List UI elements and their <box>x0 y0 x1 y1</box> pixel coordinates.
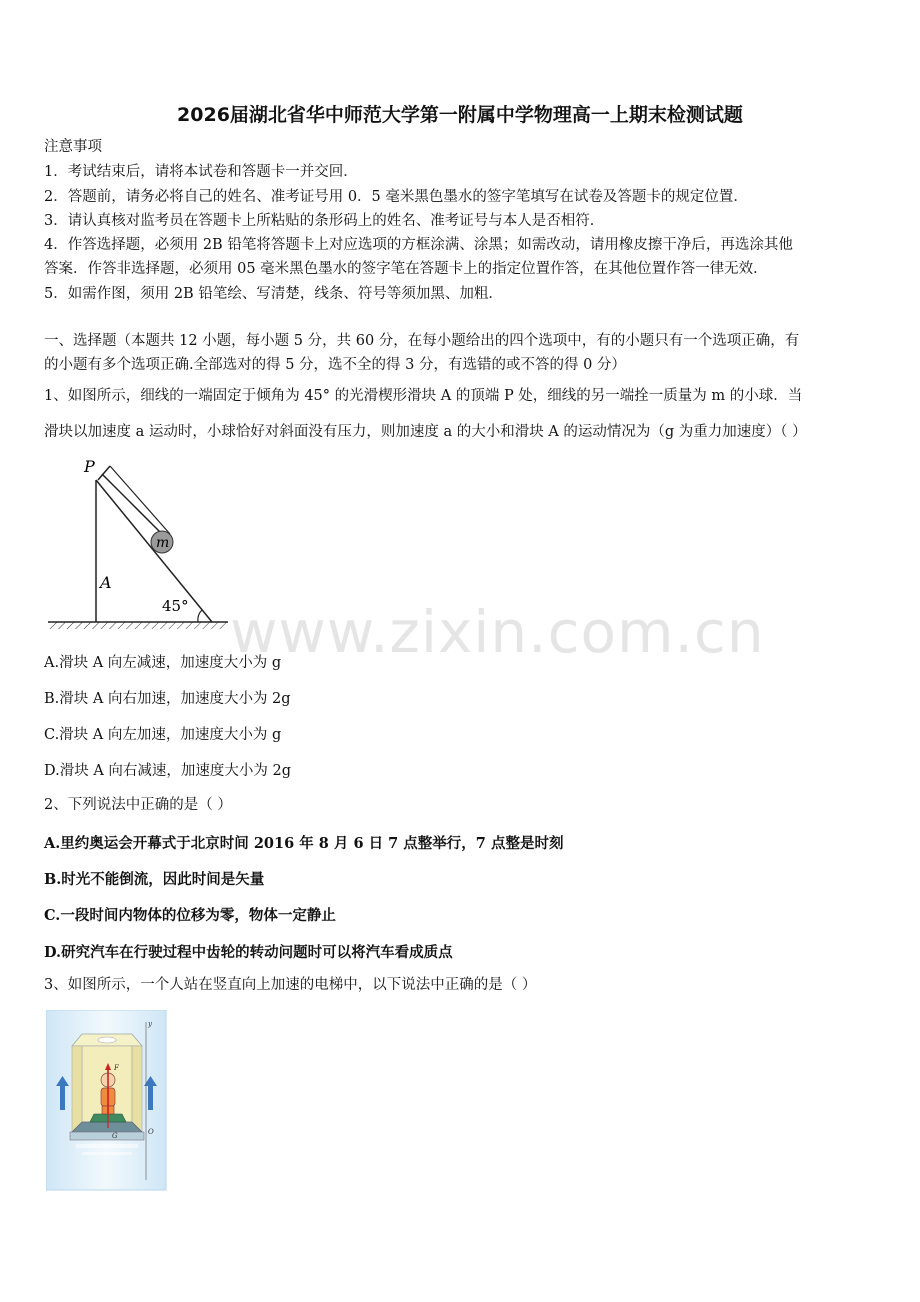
notice-item: 4．作答选择题，必须用 2B 铅笔将答题卡上对应选项的方框涂满、涂黑；如需改动，请用橡皮擦干净后，再选涂其他 <box>44 237 793 253</box>
page-title: 2026届湖北省华中师范大学第一附属中学物理高一上期末检测试题 <box>177 104 743 126</box>
question-2-stem: 2、下列说法中正确的是（ ） <box>44 797 232 813</box>
notice-item: 1．考试结束后，请将本试卷和答题卡一并交回． <box>44 164 358 180</box>
pivot-mark <box>98 466 110 480</box>
q2-option-b: B.时光不能倒流，因此时间是矢量 <box>44 871 265 888</box>
notice-item: 3．请认真核对监考员在答题卡上所粘贴的条形码上的姓名、准考证号与本人是否相符． <box>44 213 605 229</box>
up-arrow-left <box>60 1084 65 1110</box>
point-p-label: P <box>84 457 95 476</box>
up-arrow-right <box>148 1084 153 1110</box>
q2-option-a: A.里约奥运会开幕式于北京时间 2016 年 8 月 6 日 7 点整举行，7 点整是时刻 <box>44 835 564 852</box>
section-instruction: 一、选择题（本题共 12 小题，每小题 5 分，共 60 分，在每小题给出的四个选项中，有的小题只有一个选项正确，有 <box>44 333 800 349</box>
angle-arc <box>198 610 202 622</box>
notice-item: 5．如需作图，须用 2B 铅笔绘、写清楚，线条、符号等须加黑、加粗． <box>44 286 503 302</box>
notice-item: 答案．作答非选择题，必须用 05 毫米黑色墨水的签字笔在答题卡上的指定位置作答，在其他位置作答一律无效． <box>44 261 768 277</box>
wedge-slope <box>96 480 212 622</box>
elevator-figure <box>46 1010 168 1192</box>
question-1-stem: 1、如图所示，细线的一端固定于倾角为 45° 的光滑楔形滑块 A 的顶端 P 处，细线的另一端拴一质量为 m 的小球．当 <box>44 388 803 404</box>
notice-heading: 注意事项 <box>44 139 102 155</box>
q1-option-a: A.滑块 A 向左减速，加速度大小为 g <box>44 655 282 671</box>
ground-hatch <box>48 622 228 629</box>
q2-option-d: D.研究汽车在行驶过程中齿轮的转动问题时可以将汽车看成质点 <box>44 944 453 961</box>
string-line <box>110 466 170 534</box>
ball-label: m <box>156 535 170 551</box>
origin-label: O <box>148 1128 154 1136</box>
y-axis-label: y <box>148 1020 152 1028</box>
cabin-right-wall <box>132 1046 142 1132</box>
wedge-a-label: A <box>100 573 112 592</box>
notice-item: 2．答题前，请务必将自己的姓名、准考证号用 0．5 毫米黑色墨水的签字笔填写在试卷及答题卡的规定位置． <box>44 189 748 205</box>
question-1-stem: 滑块以加速度 a 运动时，小球恰好对斜面没有压力，则加速度 a 的大小和滑块 A 的运动情况为（g 为重力加速度）（ ） <box>44 424 807 440</box>
wedge-figure <box>40 452 240 632</box>
cabin-left-wall <box>72 1046 82 1132</box>
force-label: F <box>114 1064 119 1072</box>
watermark: www.zixin.com.cn <box>230 598 765 666</box>
string-line <box>102 474 166 538</box>
section-instruction: 的小题有多个选项正确.全部选对的得 5 分，选不全的得 3 分，有选错的或不答的得 0 分） <box>44 357 626 373</box>
q1-option-d: D.滑块 A 向右减速，加速度大小为 2g <box>44 763 292 779</box>
cabin-light <box>98 1037 116 1043</box>
cabin-floor <box>72 1122 142 1132</box>
angle-label: 45° <box>162 597 189 615</box>
q2-option-c: C.一段时间内物体的位移为零，物体一定静止 <box>44 907 336 924</box>
question-3-stem: 3、如图所示，一个人站在竖直向上加速的电梯中，以下说法中正确的是（ ） <box>44 977 537 993</box>
cabin-base <box>70 1132 144 1140</box>
gravity-label: G <box>112 1132 118 1140</box>
q1-option-b: B.滑块 A 向右加速，加速度大小为 2g <box>44 691 291 707</box>
q1-option-c: C.滑块 A 向左加速，加速度大小为 g <box>44 727 282 743</box>
